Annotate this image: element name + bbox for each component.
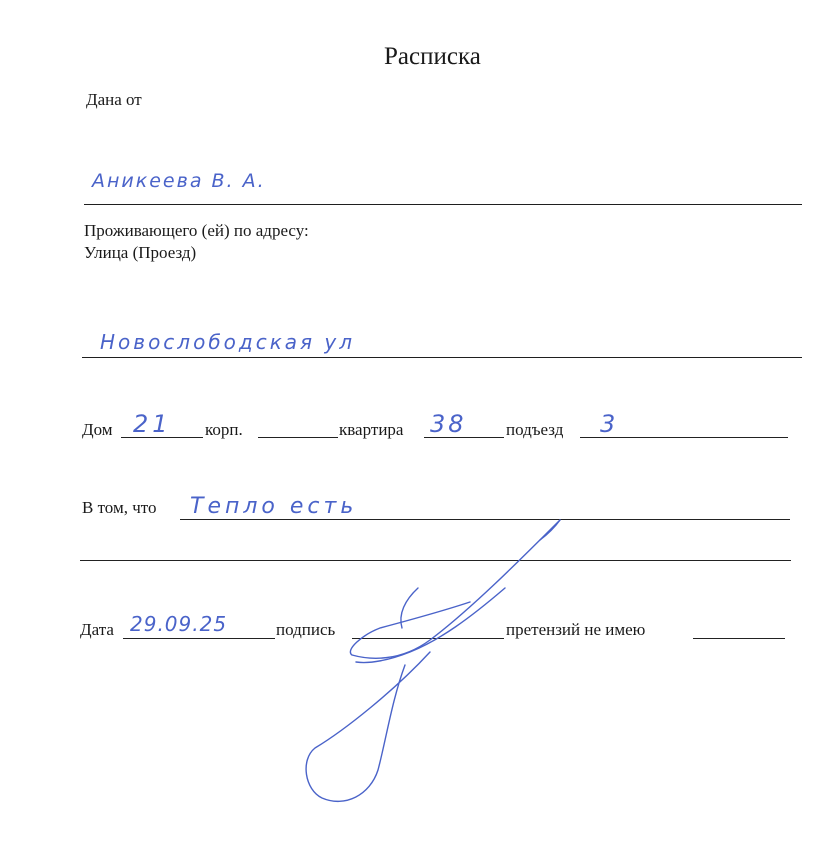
street-label: Улица (Проезд) bbox=[84, 243, 197, 262]
street-handwritten-value: Новослободская ул bbox=[100, 330, 356, 354]
subject-label: В том, что bbox=[82, 498, 157, 517]
given-from-line bbox=[84, 204, 802, 205]
given-from-handwritten-value: Аникеева В. А. bbox=[92, 170, 266, 192]
date-label: Дата bbox=[80, 620, 114, 639]
house-handwritten-value: 21 bbox=[133, 410, 172, 438]
date-handwritten-value: 29.09.25 bbox=[130, 612, 228, 636]
subject-line bbox=[180, 519, 790, 520]
entrance-label: подъезд bbox=[506, 420, 564, 439]
signature-line bbox=[352, 638, 504, 639]
document-title: Расписка bbox=[384, 43, 481, 70]
no-claims-label: претензий не имею bbox=[506, 620, 646, 639]
subject-handwritten-value: Тепло есть bbox=[190, 494, 358, 519]
apartment-handwritten-value: 38 bbox=[430, 410, 467, 438]
given-from-label: Дана от bbox=[86, 90, 142, 109]
date-line bbox=[123, 638, 275, 639]
street-line bbox=[82, 357, 802, 358]
subject-second-line bbox=[80, 560, 791, 561]
apartment-label: квартира bbox=[339, 420, 404, 439]
building-label: корп. bbox=[205, 420, 243, 439]
address-label: Проживающего (ей) по адресу: bbox=[84, 221, 309, 240]
building-line bbox=[258, 437, 338, 438]
house-label: Дом bbox=[82, 420, 113, 439]
entrance-handwritten-value: 3 bbox=[600, 410, 617, 438]
no-claims-line bbox=[693, 638, 785, 639]
signature-label: подпись bbox=[276, 620, 336, 639]
